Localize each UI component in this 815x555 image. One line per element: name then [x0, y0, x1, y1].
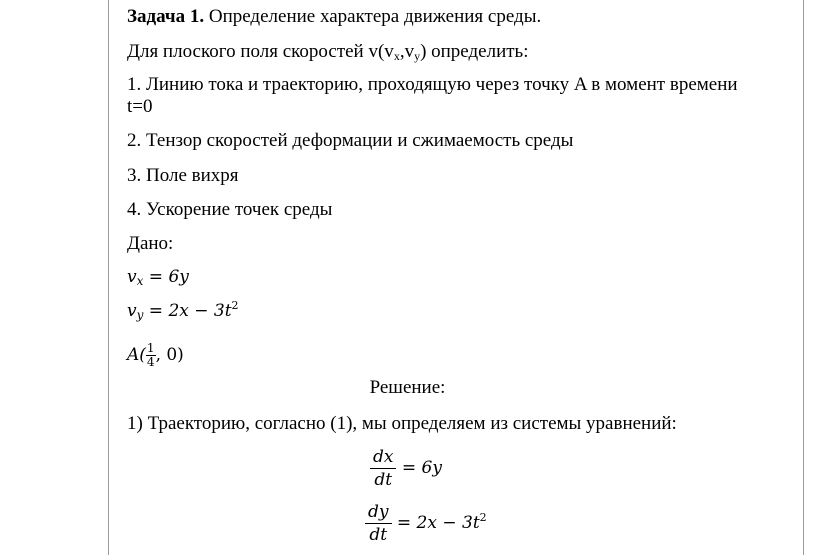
- point-a-numerator: 1: [146, 341, 155, 355]
- ode1-rhs: = 6y: [396, 458, 442, 478]
- ode2-numerator: dy: [365, 501, 392, 524]
- field-line-after: ) определить:: [420, 41, 529, 62]
- equation-vy: [127, 300, 239, 322]
- right-margin-line: [803, 0, 804, 555]
- eq-vy-rhs: = 2x − 3t: [143, 301, 232, 321]
- item-4: 4. Ускорение точек среды: [127, 199, 333, 220]
- ode1-numerator: dx: [370, 446, 396, 469]
- item-1: 1. Линию тока и траекторию, проходящую через точку A в момент времени: [127, 74, 738, 95]
- solution-heading: Решение:: [369, 377, 446, 398]
- point-a-name: A(: [127, 345, 146, 365]
- ode2-exp: 2: [479, 511, 487, 524]
- eq-vx-v: v: [127, 267, 137, 287]
- eq-vx-sub: x: [136, 274, 144, 288]
- ode-dx-dt: [370, 446, 442, 491]
- field-line-comma: ,v: [399, 41, 415, 62]
- item-1-cont: t=0: [127, 96, 153, 117]
- field-line-before: Для плоского поля скоростей v(v: [127, 41, 394, 62]
- left-margin-line: [108, 0, 109, 555]
- field-line: [127, 41, 529, 63]
- ode2-rhs: = 2x − 3t: [391, 513, 480, 533]
- item-2: 2. Тензор скоростей деформации и сжимаемость среды: [127, 130, 574, 151]
- task-title-text: Определение характера движения среды.: [204, 6, 542, 27]
- eq-vy-v: v: [127, 301, 137, 321]
- point-a-denominator: 4: [146, 355, 155, 369]
- equation-vx: [127, 266, 189, 288]
- ode-dy-dt: [365, 501, 487, 546]
- ode1-denominator: dt: [374, 470, 393, 490]
- task-title-bold: Задача 1.: [127, 6, 205, 27]
- step-1-text: 1) Траекторию, согласно (1), мы определяем из системы уравнений:: [127, 413, 677, 434]
- task-title: [127, 6, 541, 28]
- item-3: 3. Поле вихря: [127, 165, 239, 186]
- point-a-rest: , 0): [155, 345, 184, 365]
- ode2-fraction: [365, 501, 392, 546]
- given-label: Дано:: [127, 233, 174, 254]
- point-a: [127, 342, 184, 369]
- point-a-fraction: [146, 342, 156, 369]
- eq-vy-exp: 2: [231, 299, 239, 312]
- ode2-denominator: dt: [369, 525, 388, 545]
- field-line-sub-y: y: [414, 49, 421, 63]
- field-line-sub-x: x: [393, 49, 400, 63]
- ode1-fraction: [370, 446, 396, 491]
- eq-vx-rhs: = 6y: [143, 267, 189, 287]
- eq-vy-sub: y: [136, 308, 144, 322]
